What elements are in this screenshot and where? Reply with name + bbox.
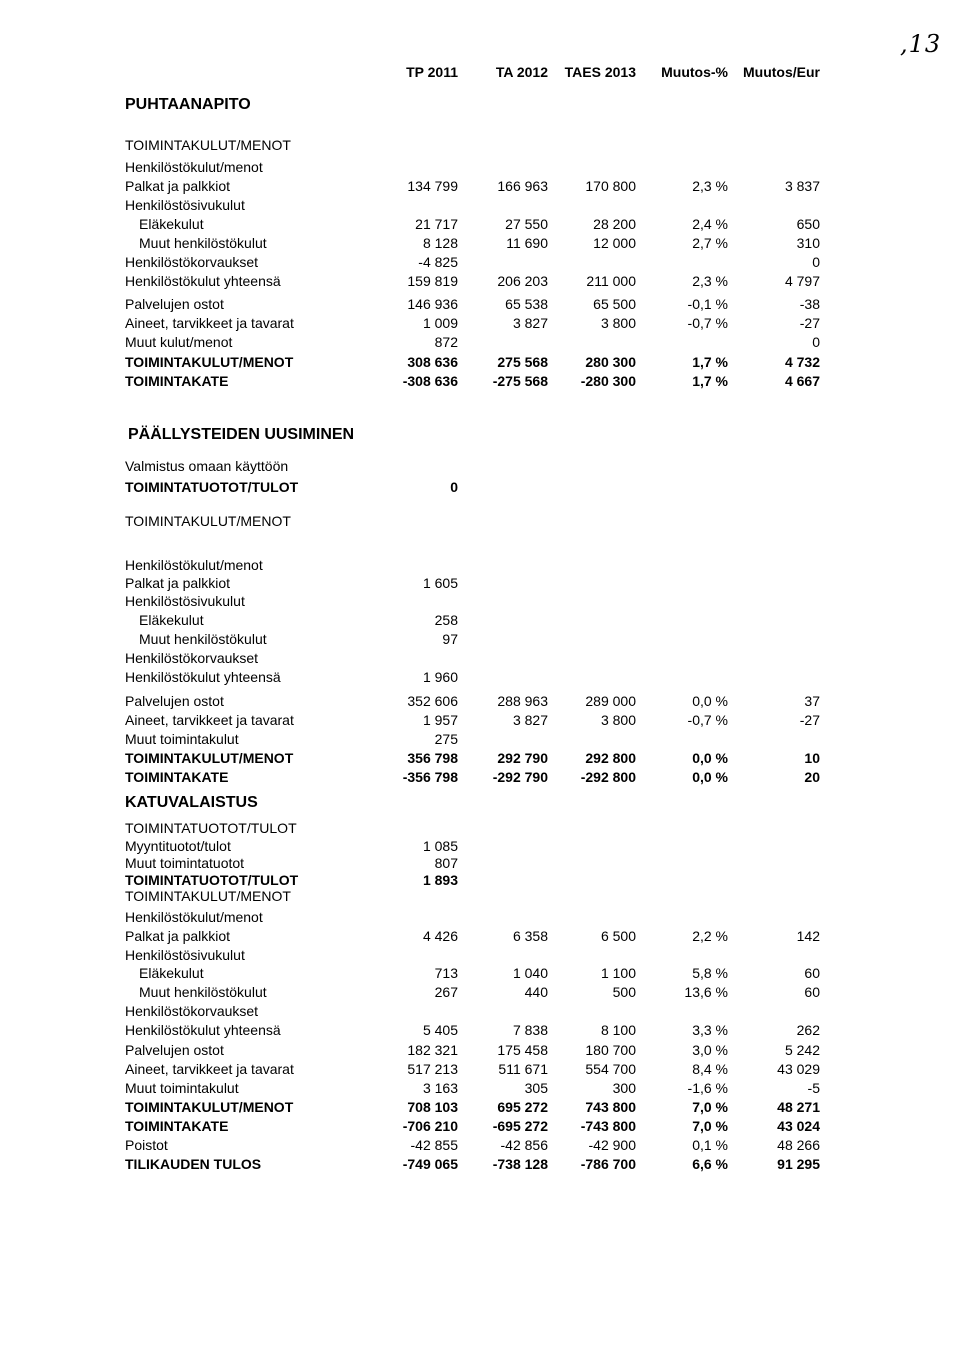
- cell-ta-2012: -738 128: [492, 1156, 548, 1172]
- cell-ta-2012: -292 790: [492, 769, 548, 785]
- cell-muutos-pct: 13,6 %: [684, 984, 728, 1000]
- cell-ta-2012: -275 568: [492, 373, 548, 389]
- cell-muutos-eur: 650: [796, 216, 820, 232]
- cell-taes-2013: 8 100: [600, 1022, 636, 1038]
- row-label: TOIMINTAKULUT/MENOT: [125, 1099, 294, 1115]
- cell-taes-2013: 211 000: [586, 273, 636, 289]
- table-row: [0, 964, 960, 982]
- table-row: [0, 1098, 960, 1116]
- cell-tp-2011: 3 163: [422, 1080, 458, 1096]
- cell-tp-2011: 713: [434, 965, 458, 981]
- cell-muutos-eur: 20: [804, 769, 820, 785]
- cell-tp-2011: 308 636: [407, 354, 458, 370]
- cell-ta-2012: 305: [524, 1080, 548, 1096]
- table-row: [0, 1002, 960, 1020]
- cell-tp-2011: 0: [450, 479, 458, 495]
- row-label: Muut henkilöstökulut: [139, 984, 267, 1000]
- row-label: Valmistus omaan käyttöön: [125, 458, 289, 474]
- row-label: Henkilöstösivukulut: [125, 947, 245, 963]
- row-label: Palvelujen ostot: [125, 296, 224, 312]
- table-row: [0, 730, 960, 748]
- page-number: ,13: [900, 30, 942, 58]
- cell-taes-2013: -786 700: [580, 1156, 636, 1172]
- cell-tp-2011: 517 213: [407, 1061, 458, 1077]
- table-row: [0, 234, 960, 252]
- cell-taes-2013: 6 500: [600, 928, 636, 944]
- column-header-muutos-pct: Muutos-%: [661, 64, 728, 80]
- cell-muutos-pct: 0,0 %: [692, 750, 728, 766]
- table-row: [0, 749, 960, 767]
- cell-muutos-pct: 3,3 %: [692, 1022, 728, 1038]
- cell-tp-2011: 275: [434, 731, 458, 747]
- cell-ta-2012: 275 568: [497, 354, 548, 370]
- section-title-katuvalaistus: KATUVALAISTUS: [125, 794, 258, 811]
- cell-tp-2011: -42 855: [410, 1137, 458, 1153]
- column-header-taes-2013: TAES 2013: [564, 64, 636, 80]
- row-label: TOIMINTAKATE: [125, 769, 229, 785]
- cell-muutos-eur: 60: [804, 984, 820, 1000]
- cell-taes-2013: -292 800: [580, 769, 636, 785]
- cell-tp-2011: 872: [434, 334, 458, 350]
- cell-taes-2013: 292 800: [585, 750, 636, 766]
- column-header-ta-2012: TA 2012: [495, 64, 548, 80]
- cell-muutos-eur: 43 029: [777, 1061, 820, 1077]
- cell-muutos-pct: 2,2 %: [692, 928, 728, 944]
- row-label: Henkilöstökorvaukset: [125, 1003, 259, 1019]
- cell-taes-2013: 180 700: [585, 1042, 636, 1058]
- cell-muutos-eur: 3 837: [784, 178, 820, 194]
- cell-muutos-pct: 1,7 %: [692, 354, 728, 370]
- table-row: [0, 649, 960, 667]
- table-row: [0, 372, 960, 390]
- table-row: [0, 611, 960, 629]
- row-label: Muut toimintakulut: [125, 1080, 239, 1096]
- cell-taes-2013: 743 800: [585, 1099, 636, 1115]
- cell-muutos-eur: 10: [804, 750, 820, 766]
- row-label: TOIMINTAKULUT/MENOT: [125, 888, 291, 904]
- cell-ta-2012: 206 203: [497, 273, 548, 289]
- cell-muutos-eur: -27: [799, 315, 820, 331]
- row-label: Muut kulut/menot: [125, 334, 233, 350]
- cell-tp-2011: 1 085: [422, 838, 458, 854]
- cell-muutos-eur: 5 242: [784, 1042, 820, 1058]
- row-label: Henkilöstökorvaukset: [125, 650, 259, 666]
- cell-muutos-pct: 5,8 %: [692, 965, 728, 981]
- cell-taes-2013: -280 300: [580, 373, 636, 389]
- row-label: Myyntituotot/tulot: [125, 838, 231, 854]
- cell-muutos-eur: -38: [799, 296, 820, 312]
- cell-tp-2011: 182 321: [407, 1042, 458, 1058]
- row-label: Muut henkilöstökulut: [139, 235, 267, 251]
- table-row: [0, 353, 960, 371]
- cell-ta-2012: 440: [524, 984, 548, 1000]
- cell-muutos-pct: 3,0 %: [692, 1042, 728, 1058]
- table-row: [0, 478, 960, 496]
- table-row: [0, 1021, 960, 1039]
- cell-taes-2013: 3 800: [600, 712, 636, 728]
- cell-ta-2012: 27 550: [505, 216, 548, 232]
- row-label: TILIKAUDEN TULOS: [125, 1156, 262, 1172]
- table-row: [0, 887, 960, 905]
- cell-muutos-eur: 43 024: [777, 1118, 820, 1134]
- cell-muutos-eur: -27: [799, 712, 820, 728]
- row-label: Henkilöstökulut/menot: [125, 159, 263, 175]
- cell-muutos-pct: -0,1 %: [687, 296, 728, 312]
- cell-muutos-eur: 48 271: [777, 1099, 820, 1115]
- cell-taes-2013: 554 700: [585, 1061, 636, 1077]
- row-label: Aineet, tarvikkeet ja tavarat: [125, 712, 294, 728]
- table-row: [0, 196, 960, 214]
- cell-muutos-eur: 37: [804, 693, 820, 709]
- row-label: Palvelujen ostot: [125, 1042, 224, 1058]
- cell-muutos-pct: 0,0 %: [692, 693, 728, 709]
- cell-tp-2011: 807: [434, 855, 458, 871]
- cell-taes-2013: 1 100: [600, 965, 636, 981]
- row-label: Henkilöstösivukulut: [125, 197, 245, 213]
- cell-ta-2012: 11 690: [506, 235, 548, 251]
- row-label: Henkilöstökulut yhteensä: [125, 273, 281, 289]
- table-row: [0, 692, 960, 710]
- cell-ta-2012: 6 358: [512, 928, 548, 944]
- row-label: Henkilöstökulut/menot: [125, 909, 263, 925]
- row-label: Palkat ja palkkiot: [125, 575, 231, 591]
- row-label: Henkilöstökulut yhteensä: [125, 669, 281, 685]
- table-row: [0, 253, 960, 271]
- cell-taes-2013: -42 900: [588, 1137, 636, 1153]
- cell-muutos-pct: 0,1 %: [692, 1137, 728, 1153]
- table-row: [0, 272, 960, 290]
- cell-taes-2013: -743 800: [580, 1118, 636, 1134]
- row-label: Eläkekulut: [139, 965, 204, 981]
- cell-muutos-eur: 142: [796, 928, 820, 944]
- table-row: [0, 1060, 960, 1078]
- cell-muutos-pct: -0,7 %: [687, 712, 728, 728]
- cell-muutos-pct: 7,0 %: [692, 1099, 728, 1115]
- cell-muutos-pct: 8,4 %: [692, 1061, 728, 1077]
- row-label: Muut henkilöstökulut: [139, 631, 267, 647]
- table-row: [0, 630, 960, 648]
- cell-muutos-eur: 4 732: [784, 354, 820, 370]
- cell-muutos-pct: 2,4 %: [692, 216, 728, 232]
- cell-tp-2011: -308 636: [402, 373, 458, 389]
- cell-taes-2013: 280 300: [585, 354, 636, 370]
- table-row: [0, 711, 960, 729]
- cell-muutos-eur: 91 295: [777, 1156, 820, 1172]
- cell-tp-2011: -706 210: [402, 1118, 458, 1134]
- cell-ta-2012: 3 827: [512, 712, 548, 728]
- column-header-muutos-eur: Muutos/Eur: [743, 64, 820, 80]
- cell-muutos-pct: 2,7 %: [692, 235, 728, 251]
- cell-tp-2011: 5 405: [422, 1022, 458, 1038]
- cell-ta-2012: 7 838: [512, 1022, 548, 1038]
- table-row: [0, 927, 960, 945]
- row-label: TOIMINTATUOTOT/TULOT: [125, 479, 299, 495]
- table-row: [0, 768, 960, 786]
- cell-ta-2012: 292 790: [497, 750, 548, 766]
- cell-ta-2012: 1 040: [512, 965, 548, 981]
- table-row: [0, 215, 960, 233]
- cell-tp-2011: 356 798: [407, 750, 458, 766]
- table-row: [0, 177, 960, 195]
- table-row: [0, 1155, 960, 1173]
- section-title-paallysteiden-uusiminen: PÄÄLLYSTEIDEN UUSIMINEN: [128, 426, 355, 443]
- cell-tp-2011: 1 957: [422, 712, 458, 728]
- cell-tp-2011: -356 798: [402, 769, 458, 785]
- cell-muutos-pct: 0,0 %: [692, 769, 728, 785]
- row-label: Palvelujen ostot: [125, 693, 224, 709]
- cell-ta-2012: 166 963: [497, 178, 548, 194]
- cell-taes-2013: 300: [612, 1080, 636, 1096]
- cell-tp-2011: 708 103: [407, 1099, 458, 1115]
- cell-muutos-eur: 48 266: [777, 1137, 820, 1153]
- row-label: TOIMINTAKULUT/MENOT: [125, 513, 291, 529]
- row-label: TOIMINTAKATE: [125, 373, 229, 389]
- table-row: [0, 908, 960, 926]
- cell-muutos-eur: 0: [812, 254, 820, 270]
- cell-muutos-eur: -5: [807, 1080, 820, 1096]
- cell-tp-2011: 258: [434, 612, 458, 628]
- cell-tp-2011: 97: [442, 631, 458, 647]
- row-label: Palkat ja palkkiot: [125, 928, 231, 944]
- table-row: [0, 1079, 960, 1097]
- table-row: [0, 457, 960, 475]
- table-row: [0, 668, 960, 686]
- row-label: Henkilöstökulut yhteensä: [125, 1022, 281, 1038]
- cell-muutos-eur: 262: [796, 1022, 820, 1038]
- cell-ta-2012: 511 671: [498, 1061, 548, 1077]
- cell-ta-2012: 288 963: [497, 693, 548, 709]
- table-row: [0, 1041, 960, 1059]
- cell-tp-2011: 267: [434, 984, 458, 1000]
- cell-taes-2013: 170 800: [585, 178, 636, 194]
- cell-ta-2012: -42 856: [500, 1137, 548, 1153]
- row-label: TOIMINTATUOTOT/TULOT: [125, 872, 299, 888]
- cell-taes-2013: 500: [612, 984, 636, 1000]
- cell-muutos-pct: 7,0 %: [692, 1118, 728, 1134]
- cell-tp-2011: 159 819: [407, 273, 458, 289]
- row-label: TOIMINTATUOTOT/TULOT: [125, 820, 297, 836]
- row-label: TOIMINTAKULUT/MENOT: [125, 137, 291, 153]
- table-row: [0, 837, 960, 855]
- cell-muutos-pct: 6,6 %: [692, 1156, 728, 1172]
- row-label: Poistot: [125, 1137, 168, 1153]
- cell-tp-2011: 21 717: [415, 216, 458, 232]
- table-row: [0, 854, 960, 872]
- cell-ta-2012: 695 272: [497, 1099, 548, 1115]
- cell-muutos-pct: 2,3 %: [692, 178, 728, 194]
- cell-ta-2012: -695 272: [492, 1118, 548, 1134]
- cell-tp-2011: 8 128: [422, 235, 458, 251]
- table-row: [0, 574, 960, 592]
- row-label: TOIMINTAKULUT/MENOT: [125, 354, 294, 370]
- table-row: [0, 1117, 960, 1135]
- table-row: [0, 136, 960, 154]
- cell-muutos-eur: 4 797: [784, 273, 820, 289]
- row-label: Henkilöstösivukulut: [125, 593, 245, 609]
- row-label: Henkilöstökorvaukset: [125, 254, 259, 270]
- table-row: [0, 295, 960, 313]
- cell-tp-2011: 1 893: [422, 872, 458, 888]
- table-row: [0, 592, 960, 610]
- table-row: [0, 333, 960, 351]
- cell-muutos-eur: 4 667: [784, 373, 820, 389]
- cell-tp-2011: 1 605: [422, 575, 458, 591]
- cell-taes-2013: 3 800: [600, 315, 636, 331]
- table-row: [0, 1136, 960, 1154]
- cell-taes-2013: 28 200: [593, 216, 636, 232]
- cell-tp-2011: -4 825: [418, 254, 458, 270]
- row-label: Eläkekulut: [139, 216, 204, 232]
- row-label: Eläkekulut: [139, 612, 204, 628]
- cell-ta-2012: 175 458: [497, 1042, 548, 1058]
- cell-muutos-eur: 310: [796, 235, 820, 251]
- table-row: [0, 946, 960, 964]
- row-label: TOIMINTAKATE: [125, 1118, 229, 1134]
- section-title-puhtaanapito: PUHTAANAPITO: [125, 96, 251, 113]
- table-row: [0, 556, 960, 574]
- row-label: Muut toimintakulut: [125, 731, 239, 747]
- row-label: Aineet, tarvikkeet ja tavarat: [125, 315, 294, 331]
- cell-tp-2011: 134 799: [407, 178, 458, 194]
- table-row: [0, 314, 960, 332]
- cell-tp-2011: 1 009: [422, 315, 458, 331]
- cell-ta-2012: 3 827: [512, 315, 548, 331]
- cell-tp-2011: 1 960: [422, 669, 458, 685]
- row-label: Aineet, tarvikkeet ja tavarat: [125, 1061, 294, 1077]
- cell-muutos-pct: -1,6 %: [687, 1080, 728, 1096]
- table-row: [0, 983, 960, 1001]
- row-label: Palkat ja palkkiot: [125, 178, 231, 194]
- table-row: [0, 819, 960, 837]
- cell-muutos-eur: 0: [812, 334, 820, 350]
- row-label: Muut toimintatuotot: [125, 855, 245, 871]
- cell-taes-2013: 12 000: [593, 235, 636, 251]
- row-label: TOIMINTAKULUT/MENOT: [125, 750, 294, 766]
- table-row: [0, 158, 960, 176]
- cell-tp-2011: 352 606: [407, 693, 458, 709]
- cell-muutos-eur: 60: [804, 965, 820, 981]
- cell-tp-2011: 146 936: [407, 296, 458, 312]
- cell-taes-2013: 289 000: [585, 693, 636, 709]
- cell-tp-2011: 4 426: [422, 928, 458, 944]
- cell-muutos-pct: 2,3 %: [692, 273, 728, 289]
- cell-ta-2012: 65 538: [505, 296, 548, 312]
- column-header-tp-2011: TP 2011: [406, 64, 458, 80]
- table-row: [0, 512, 960, 530]
- cell-tp-2011: -749 065: [402, 1156, 458, 1172]
- row-label: Henkilöstökulut/menot: [125, 557, 263, 573]
- cell-muutos-pct: -0,7 %: [687, 315, 728, 331]
- cell-taes-2013: 65 500: [593, 296, 636, 312]
- cell-muutos-pct: 1,7 %: [692, 373, 728, 389]
